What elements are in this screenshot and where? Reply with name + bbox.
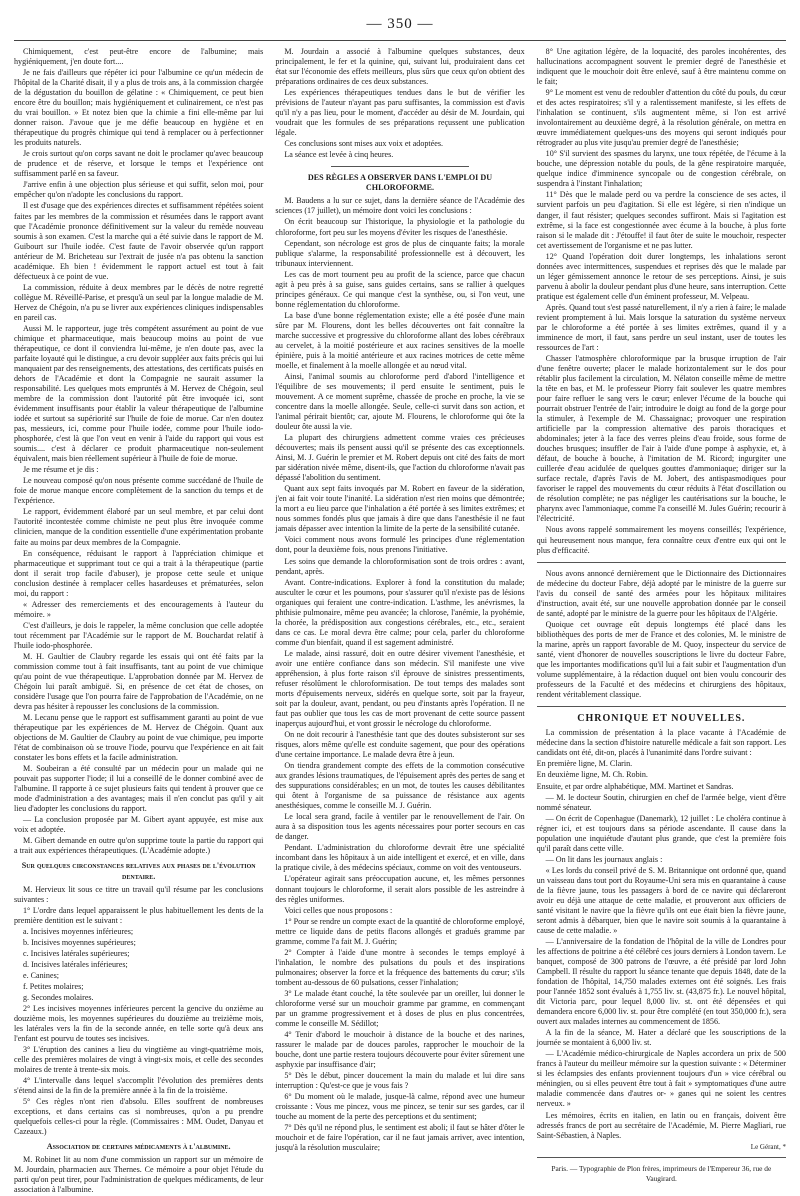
paragraph: En conséquence, réduisant le rapport à l'appréciation chimique et pharmaceutique et supprimant tout ce qui a trait à la thérapeutique (partie dont il serait trop facile d'abuser), je propose cette seule et unique conclusion destinée à remplacer celles hasardeuses et prématurées, selon moi, du rapport : [14,548,264,598]
section-divider [537,706,786,707]
list-item: e. Canines; [23,970,59,980]
paragraph: La commission, réduite à deux membres par le décès de notre regretté collègue M. Réveillé-Parise, et presqu'à un seul par la longue maladie de M. Hervez de Chégoin, n'a pu se livrer aux expériences cliniques indispensables en pareil cas. [14,282,264,322]
list-item: b. Incisives moyennes supérieures; [23,937,136,947]
paragraph: 12° Quand l'opération doit durer longtemps, les inhalations seront données avec intermittences, suspendues et reprises dès que le malade par un léger gémissement annonce le retour de ses perceptions. Ainsi, je suis parvenu à abolir la douleur pendant plus d'une heure, sans interruption. Cette pratique est également celle d'un éminent professeur, M. Velpeau. [536,251,786,301]
section-divider [537,562,786,563]
paragraph: Le local sera grand, facile à ventiler par le renouvellement de l'air. On aura à sa disposition tous les agents nécessaires pour porter secours en cas de danger. [275,812,525,842]
paragraph: — On lit dans les journaux anglais : [545,854,663,864]
section-heading-chronicle: CHRONIQUE ET NOUVELLES. [577,712,746,724]
paragraph: 9° Le moment est venu de redoubler d'attention du côté du pouls, du cœur et des actes respiratoires; s'il y a ralentissement manifeste, si les effets de l'inhalation se continuent, s'ils augmentent même, si l'on est arrivé involontairement au deuxième degré, à la résolution générale, on mettra en œuvre immédiatement quelques-uns des moyens qui seront indiqués pour rétrograder au plus vite jusqu'au premier degré de l'anesthésie; [536,88,786,148]
paragraph: Cependant, son nécrologe est gros de plus de cinquante faits; la morale publique s'alarme, la responsabilité professionnelle est à découvert, les tribunaux interviennent. [275,238,525,268]
paragraph: M. Lecanu pense que le rapport est suffisamment garanti au point de vue thérapeutique par les expériences de M. Hervez de Chégoin. Quant aux objections de M. Gaultier de Claubry au point de vue chimique, peu importe l'état de combinaison où se trouve l'iode, pourvu que l'expérience en ait fait constater les bons effets et la facile administration. [14,713,264,763]
paragraph: L'opérateur agirait sans préoccupation aucune, et, les mêmes personnes donnant toujours le chloroforme, il serait alors possible de les astreindre à des règles uniformes. [275,874,525,904]
paragraph: La base d'une bonne réglementation existe; elle a été posée d'une main sûre par M. Flourens, dont les belles découvertes ont fait connaître la marche successive et progressive du chloroforme allant des lobes cérébraux au cervelet, à la moitié postérieure et aux racines sensitives de la moelle épinière, puis à la moitié antérieure et aux racines motrices de cette même moelle, et finalement à la moelle allongée et au nœud vital. [275,310,525,370]
paragraph: J'arrive enfin à une objection plus sérieuse et qui suffit, selon moi, pour empêcher qu'on n'adopte les conclusions du rapport. [14,180,264,200]
list-item: g. Secondes molaires. [23,992,94,1002]
paragraph: — La conclusion proposée par M. Gibert ayant appuyée, est mise aux voix et adoptée. [14,815,264,835]
paragraph: — L'anniversaire de la fondation de l'hôpital de la ville de Londres pour les affections de poitrine a été célébré ces jours derniers à London tavern. Le banquet, composé de 300 patrons de l'œuvre, a été présidé par lord John Campbell. Il résulte du rapport lu séance tenante que depuis 1848, date de la fondation de l'hôpital, 14,750 malades externes ont été soignés. Les frais pour l'année 1852 sont évalués à 1,755 liv. st. (43,875 fr.). Le nouvel hôpital, dit Victoria parc, pour lequel 8,000 liv. st. ont été dépensées et qui demandera encore 6,000 liv. st. pour être complété (en tout 350,000 fr.), sera ouvert aux malades internes au commencement de 1856. [536,936,786,1027]
list-item: f. Petites molaires; [23,981,84,991]
paragraph: — M. le docteur Soutin, chirurgien en chef de l'armée belge, vient d'être nommé sénateur. [536,792,786,812]
paragraph: La séance est levée à cinq heures. [284,150,394,160]
paragraph: Ces conclusions sont mises aux voix et adoptées. [284,139,444,149]
paragraph: — L'Académie médico-chirurgicale de Naples accordera un prix de 500 francs à l'auteur du meilleur mémoire sur la question suivante : « Déterminer si les éclampsies des enfants proviennent toujours d'un » vice cérébral ou méningien, ou si elles peuvent être tout à fait » symptomatiques d'une autre maladie commencée dans d'autres or- » ganes qui ne soient les centres nerveux. » [536,1049,786,1109]
paragraph: 4° L'intervalle dans lequel s'accomplit l'évolution des premières dents s'étend ainsi de la fin de la première année à la fin de la troisième. [14,1076,264,1096]
three-column-body [14,47,786,1195]
paragraph: 2° Les incisives moyennes inférieures percent la gencive du onzième au douzième mois, les moyennes supérieures du douzième au treizième mois, les latérales vers la fin de la seconde année, en telle sorte qu'à deux ans l'enfant est pourvu de toutes ses incisives. [14,1003,264,1043]
paragraph: On ne doit recourir à l'anesthésie tant que des doutes subsisteront sur ses risques, alors même qu'elle est conduite sagement, que pour des opérations d'une certaine importance. Le malade devra être à jeun. [275,730,525,760]
paragraph: Je crois surtout qu'on corps savant ne doit le proclamer qu'avec beaucoup de prudence et de réserve, et lorsque le temps et l'expérience ont suffisamment parlé en sa faveur. [14,149,264,179]
imprint-divider [537,1157,786,1158]
paragraph: En deuxième ligne, M. Ch. Robin. [536,770,648,780]
paragraph: Chimiquement, c'est peut-être encore de l'albumine; mais hygiéniquement, j'en doute fort.... [14,47,264,67]
section-heading-albumin-association: Association de certains médicaments à l'albumine. [46,1142,231,1152]
managing-editor-signature: Le Gérant, * [750,1142,786,1151]
paragraph: Aussi M. le rapporteur, juge très compétent assurément au point de vue chimique et pharmaceutique, mais beaucoup moins au point de vue thérapeutique, ce dont il conviendra lui-même, je n'en doute pas, avec la parfaite loyauté qui le distingue, a cru devoir suppléer aux faits précis qui lui manquaient par des renseignements, des attestations, des certificats puisés en dehors de l'Académie et dont la Compagnie ne saurait assumer la responsabilité. Les quelques mots empruntés à M. Hervez de Chégoin, seul membre de la commission dont l'autorité pût être invoquée ici, sont évidemment insuffisants pour établir la valeur thérapeutique de l'albumine iodée et surtout sa supériorité sur l'huile de foie de morue. Car n'en doutez pas, messieurs, ici, comme pour l'huile iodée, comme pour l'huile iodo-phosphorée, c'est là que l'on veut en venir à l'aide du rapport qui vous est soumis.... c'est à déclarer ce produit pharmaceutique non-seulement équivalent, mais bien réellement supérieur à l'huile de foie de morue. [14,323,264,464]
paragraph: 7° Dès qu'il ne répond plus, le sentiment est aboli; il faut se hâter d'ôter le mouchoir et de faire l'opération, car il ne faut jamais arriver, avec intention, jusqu'à la résolution musculaire; [275,1123,525,1153]
paragraph: A la fin de la séance, M. Hater a déclaré que les souscriptions de la journée se montaient à 6,000 liv. st. [536,1028,786,1048]
paragraph: Le nouveau composé qu'on nous présente comme succédané de l'huile de foie de morue manque encore complètement de la sanction du temps et de l'expérience. [14,476,264,506]
paragraph: La plupart des chirurgiens admettent comme vraies ces précieuses découvertes; mais ils pensent aussi qu'il se présente des cas exceptionnels. Ainsi, M. J. Guérin le premier et M. Robert depuis ont cité des faits de mort par sidération nivée même, disent-ils, que l'action du chloroforme n'avait pas dépassé l'abolition du sentiment. [275,433,525,483]
paragraph: Le rapport, évidemment élaboré par un seul membre, et par celui dont l'autorité incontestée comme chimiste ne peut plus être invoquée comme clinicien, manque de la condition essentielle d'une expérimentation probante faite au moins par deux membres de la Compagnie. [14,507,264,547]
paragraph: M. Robinet lit au nom d'une commission un rapport sur un mémoire de M. Jourdain, pharmacien aux Thernes. Ce mémoire a pour objet l'étude du parti qu'on peut tirer, pour l'administration de quelques médicaments, de leur association à l'albumine. [14,1155,264,1195]
paragraph: Nous avons rappelé sommairement les moyens conseillés; l'expérience, qui heureusement nous manque, fera connaître ceux d'entre eux qui ont le plus d'efficacité. [536,525,786,555]
paragraph: M. Baudens a lu sur ce sujet, dans la dernière séance de l'Académie des sciences (17 juillet), un mémoire dont voici les conclusions : [275,196,525,216]
paragraph: Les expériences thérapeutiques tendues dans le but de vérifier les prévisions de l'auteur n'ayant pas paru suffisantes, la commission est d'avis qu'il n'y a pas lieu, pour le moment, d'accéder au désir de M. Jourdain, qui voudrait que les formules de ses préparations reçussent une publication légale. [275,88,525,138]
paragraph: Après. Quand tout s'est passé naturellement, il n'y a rien à faire; le malade revient promptement à lui. Mais lorsque la saturation du système nerveux par le chloroforme a été portée à ses limites extrêmes, quand il y a imminence de mort, il faut, sans perdre un seul instant, user de toutes les ressources de l'art : [536,302,786,352]
paragraph: En première ligne, M. Clarin. [536,759,633,769]
printer-imprint: Paris. — Typographie de Plon frères, imprimeurs de l'Empereur 36, rue de Vaugirard. [551,1164,772,1183]
paragraph: 8° Une agitation légère, de la loquacité, des paroles incohérentes, des hallucinations accompagnent souvent le premier degré de l'anesthésie et indiquent que le mouchoir doit être enlevé, sauf à être maintenu comme on le fait; [536,47,786,87]
column-2 [275,47,524,1196]
paragraph: On tiendra grandement compte des effets de la commotion consécutive aux grandes lésions traumatiques, de l'épuisement après des pertes de sang et des suppurations considérables; en un mot, de toutes les causes débilitantes qui ôtent à l'organisme de sa puissance de résistance aux agents anesthésiques, comme le conseille M. J. Guérin. [275,761,525,811]
paragraph: 3° Le malade étant couché, la tête soulevée par un oreiller, lui donner le chloroforme versé sur un mouchoir gramme par gramme, en commençant par un gramme progressivement et à doses de plus en plus concentrées, comme le conseille M. Sédillot; [275,988,525,1028]
column-3 [537,47,786,1196]
paragraph: 2° Compter à l'aide d'une montre à secondes le temps employé à l'inhalation, le nombre des pulsations du pouls et des inspirations pulmonaires; observer la force et la fréquence des battements du cœur; s'ils tombent au-dessous de 60 pulsations, cesser l'inhalation; [275,947,525,987]
column-1-paragraphs [14,47,263,856]
paragraph: 5° Ces règles n'ont rien d'absolu. Elles souffrent de nombreuses exceptions, et dans certains cas si nombreuses, qu'on a pu prendre quelquefois celles-ci pour la règle. (Commissaires : MM. Oudet, Danyau et Cazeaux.) [14,1097,264,1137]
paragraph: Voici comment nous avons formulé les principes d'une réglementation dont, pour la deuxième fois, nous prenons l'initiative. [275,535,525,555]
paragraph: Pendant. L'administration du chloroforme devrait être une spécialité incombant dans les hôpitaux à un aide intelligent et exercé, et en ville, dans la pratique civile, à des médecins spéciaux, comme on voit des ventouseurs. [275,843,525,873]
paragraph: 6° Du moment où le malade, jusque-là calme, répond avec une humeur croissante : Vous me pincez, vous me pincez, se tenir sur ses gardes, car il touche au moment de la perte des perceptions et du sentiment; [275,1092,525,1122]
column-1 [14,47,263,1196]
page-number: — 350 — [366,16,434,32]
paragraph: — On écrit de Copenhague (Danemark), 12 juillet : Le choléra continue à régner ici, et est toujours dans sa période ascendante. Il cause dans la population une inquiétude d'autant plus grande, que c'est la première fois qu'il paraît dans cette ville. [536,813,786,853]
paragraph: Je me résume et je dis : [23,465,99,475]
section-heading-dental-evolution: Sur quelques circonstances relatives aux phases de l'évolution dentaire. [21,861,256,881]
paragraph: Ensuite, et par ordre alphabétique, MM. Martinet et Sandras. [536,781,734,791]
paragraph: Chasser l'atmosphère chloroformique par la brusque irruption de l'air d'une fenêtre ouverte; placer le malade horizontalement sur le dos pour rétablir plus facilement la circulation, M. Nélaton conseille même de mettre la tête en bas, et M. le professeur Piorry fait soulever les quatre membres pour faire refluer le sang vers le cœur; enlever l'écume de la bouche qui pourrait obstruer l'entrée de l'air; introduire le doigt au fond de la gorge pour la stimuler, à l'exemple de M. Chassaignac; provoquer une respiration artificielle par la compression alternative des parois thoraciques et abdominales; jeter à la face des verres pleins d'eau froide, sous forme de douches brusques; insuffler de l'air à l'aide d'une pompe à asphyxie, et, à défaut, de bouche à bouche, à l'imitation de M. Ricord; ingurgiter une cuillerée d'eau acidulée de quelques gouttes d'ammoniaque; diriger sur la surface rectale, d'après l'avis de M. Jobert, des antispasmodiques pour favoriser le rappel des mouvements du cœur réduits à l'état d'oscillation ou de résolution complète; ne pas négliger les cautérisations sur la bouche, le pharynx avec l'ammoniaque, comme l'a conseillé M. Jules Guérin; recourir à l'électricité. [536,353,786,524]
paragraph: Quant aux sept faits invoqués par M. Robert en faveur de la sidération, j'en ai fait voir toute l'inanité. La sidération n'est rien moins que démontrée; la mort a eu lieu parce que l'inhalation a été portée à ses limites extrêmes; et nous sommes fondés plus que jamais à dire que dans l'anesthésie il ne faut jamais dépasser avec intention la limite de la perte de la sensibilité cutanée. [275,484,525,534]
paragraph: M. Soubeiran a été consulté par un médecin pour un malade qui ne pouvait pas supporter l'iode; il lui a conseillé de le donner combiné avec de l'albumine. Il rapporte à ce sujet plusieurs faits qui tendent à prouver que ce mode d'administration a des avantages; mais il n'en conclut pas qu'il y ait lieu d'adopter les conclusions du rapport. [14,764,264,814]
paragraph: 1° L'ordre dans lequel apparaissent le plus habituellement les dents de la première dentition est le suivant : [14,905,264,925]
paragraph: Les mémoires, écrits en italien, en latin ou en français, doivent être adressés francs de port au secrétaire de l'Académie, M. Pierre Magliari, rue Saint-Sébastien, à Naples. [536,1110,786,1140]
paragraph: 5° Dès le début, pincer doucement la main du malade et lui dire sans interruption : Qu'est-ce que je vous fais ? [275,1071,525,1091]
paragraph: Il est d'usage que des expériences directes et suffisamment répétées soient faites par les membres de la commission et résumées dans le rapport avant que l'Académie prononce définitivement sur la valeur du remède nouveau soumis à son examen. C'est la marche qui a été suivie dans le rapport de M. Guibourt sur l'huile iodée. C'est faute de l'avoir observée qu'un rapport antérieur de M. Bricheteau sur l'extrait de jusée n'a pas obtenu la sanction académique. Eh bien ! évidemment le rapport actuel est tout à fait défectueux à ce point de vue. [14,201,264,281]
list-item: d. Incisives latérales inférieures; [23,959,128,969]
list-item: c. Incisives latérales supérieures; [23,948,130,958]
paragraph: 4° Tenir d'abord le mouchoir à distance de la bouche et des narines, rassurer le malade par de douces paroles, rapprocher le mouchoir de la bouche, dont une partie restera toujours découverte pour éviter sûrement une asphyxie par insuffisance d'air; [275,1029,525,1070]
paragraph: Avant. Contre-indications. Explorer à fond la constitution du malade; ausculter le cœur et les poumons, pour s'assurer qu'il n'existe pas de lésions organiques qui feraient une contre-indication. L'asthme, les anévrismes, la phthisie pulmonaire, même peu avancée; la chlorose, l'anémie, la pyohémie, la chorée, la prédisposition aux congestions cérébrales, etc., etc., seraient dans ce cas. Le moral devra être calme; pour cela, parler du chloroforme comme d'un bienfait, quand il est sagement administré. [275,577,525,647]
paragraph: La commission de présentation à la place vacante à l'Académie de médecine dans la section d'histoire naturelle médicale a fait son rapport. Les candidats ont été, dit-on, placés à l'unanimité dans l'ordre suivant : [536,728,786,758]
paragraph: Les cas de mort tournent peu au profit de la science, parce que chacun agit à peu près à sa guise, sans guides certains, sans se rallier à quelques principes généraux. Ce qui manque c'est la synthèse, ou, si l'on veut, une bonne réglementation du chloroforme. [275,269,525,309]
paragraph: 3° L'éruption des canines a lieu du vingtième au vingt-quatrième mois, celle des premières molaires de vingt à vingt-six mois, et celle des secondes molaires de trente à trente-six mois. [14,1045,264,1075]
paragraph: M. H. Gaultier de Claubry regarde les essais qui ont été faits par la commission comme tout à fait insuffisants, tant au point de vue chimique qu'au point de vue thérapeutique. L'approbation donnée par M. Hervez de Chégoin lui paraît ambiguë. Si, en présence de cet état de choses, on considère l'usage que l'on pourra faire de l'approbation de l'Académie, on ne devra pas hésiter à repousser les conclusions de la commission. [14,651,264,711]
paragraph: M. Hervieux lit sous ce titre un travail qu'il résume par les conclusions suivantes : [14,884,264,904]
list-item: a. Incisives moyennes inférieures; [23,926,134,936]
paragraph: Quoique cet ouvrage eût depuis longtemps été placé dans les bibliothèques des ports de mer de France et des colonies, M. le ministre de la marine, après un rapport favorable de M. Quoy, inspecteur du service de santé, vient d'honorer de nouvelles souscriptions le livre du docteur Fabre, que les importantes modifications qu'il lui a fait subir et l'augmentation d'un volume supplémentaire, à la rédaction duquel ont bien voulu concourir des professeurs de la Faculté et des médecins et chirurgiens des hôpitaux, rendent véritablement classique. [536,619,786,699]
paragraph: 1° Pour se rendre un compte exact de la quantité de chloroforme employé, mettre ce liquide dans de petits flacons allongés et gradués gramme par gramme, comme l'a fait M. J. Guérin; [275,916,525,946]
paragraph: M. Gibert demande en outre qu'on supprime toute la partie du rapport qui a trait aux expériences thérapeutiques. (L'Académie adopte.) [14,836,264,856]
paragraph: « Les lords du conseil privé de S. M. Britannique ont ordonné que, quand un vaisseau dans tout port du Royaume-Uni sera mis en quarantaine à cause de la fièvre jaune, tous les passagers à bord de ce navire qui déclareront avoir eu déjà une attaque de cette maladie, et prouveront aux officiers de santé visitant le navire que la fièvre qu'ils ont eue était bien la fièvre jaune, seront admis à débarquer, bien que le navire soit soumis à la quarantaine à cause de cette maladie. » [536,865,786,935]
header-rule [14,40,786,41]
paragraph: Les soins que demande la chloroformisation sont de trois ordres : avant, pendant, après. [275,556,525,576]
paragraph: 11° Dès que le malade perd ou va perdre la conscience de ses actes, il survient parfois un peu d'agitation. Si elle est légère, si rien n'indique un danger, il faut résister; quelques secondes suffiront. Mais si l'agitation est extrême, si la face est congestionnée avec écume à la bouche, à plus forte raison si le malade dit : J'étouffe! il faut ôter de suite le mouchoir, respecter cet avertissement de l'organisme et ne pas lutter. [536,190,786,250]
section-heading-chloroform-rules: DES RÈGLES A OBSERVER DANS L'EMPLOI DU CHLOROFORME. [307,173,493,193]
paragraph: M. Jourdain a associé à l'albumine quelques substances, deux principalement, le fer et la quinine, qui, suivant lui, produiraient dans cet état sur l'économie des effets meilleurs, plus sûrs que ceux qu'on obtient des préparations ordinaires de ces deux substances. [275,47,525,87]
paragraph: « Adresser des remerciements et des encouragements à l'auteur du mémoire. » [14,599,264,619]
paragraph: C'est d'ailleurs, je dois le rappeler, la même conclusion que celle adoptée tout récemment par l'Académie sur le rapport de M. Bouchardat relatif à l'huile iodo-phosphorée. [14,620,264,650]
paragraph: Voici celles que nous proposons : [284,905,393,915]
paragraph: Je ne fais d'ailleurs que répéter ici pour l'albumine ce qu'un médecin de l'hôpital de la Charité disait, il y a plus de trois ans, à la commission chargée de la dégustation du bouillon de gélatine : « Chimiquement, ce peut bien encore être du bouillon; mais hygiéniquement et culinairement, ce n'est pas du vrai bouillon. » Et notez bien que la chimie a fini elle-même par lui donner raison. J'avoue que je me défie beaucoup en hygiène et en thérapeutique du progrès chimique qui tend à remplacer ou à perfectionner les produits naturels. [14,68,264,148]
paragraph: On écrit beaucoup sur l'historique, la physiologie et la pathologie du chloroforme, fort peu sur les moyens d'éviter les risques de l'anesthésie. [275,217,525,237]
paragraph: Le malade, ainsi rassuré, doit en outre désirer vivement l'anesthésie, et avoir une entière confiance dans son médecin. S'il manifeste une vive appréhension, à plus forte raison s'il éprouve de sinistres pressentiments, refuser résolûment le chloroformisation. De tout temps des malades sont morts d'épuisements nerveux, sidérés en quelque sorte, soit par la frayeur, soit par la douleur, avant, pendant, ou peu d'instants après l'opération. Il ne faut pas oublier que tous les cas de mort provenant de cette source passent inaperçus aujourd'hui, et vont grossir le nécrologe du chloroforme. [275,648,525,728]
teeth-order-list [14,927,263,1003]
paragraph: Nous avons annoncé dernièrement que le Dictionnaire des Dictionnaires de médecine du docteur Fabre, déjà adopté par le ministre de la guerre sur l'avis du conseil de santé des armées pour les hôpitaux militaires d'instruction, avait été, sur une nouvelle approbation donnée par le conseil de santé, adopté par le ministre de la guerre pour les hôpitaux de l'Algérie. [536,568,786,618]
section-divider [331,166,468,167]
paragraph: 10° S'il survient des spasmes du larynx, une toux répétée, de l'écume à la bouche, une dépression notable du pouls, de la gêne respiratoire marquée, quelque indice d'imminence syncopale ou de congestion cérébrale, on suspendra à l'instant l'inhalation; [536,149,786,189]
paragraph: Ainsi, l'animal soumis au chloroforme perd d'abord l'intelligence et l'équilibre de ses mouvements; il perd ensuite le sentiment, puis le mouvement. A ce moment suprême, chassée de proche en proche, la vie se concentre dans la moelle allongée. Seule, celle-ci survit dans son action, et l'animal périrait bientôt; car, ajoute M. Flourens, le chloroforme qui ôte la douleur ôte aussi la vie. [275,371,525,432]
